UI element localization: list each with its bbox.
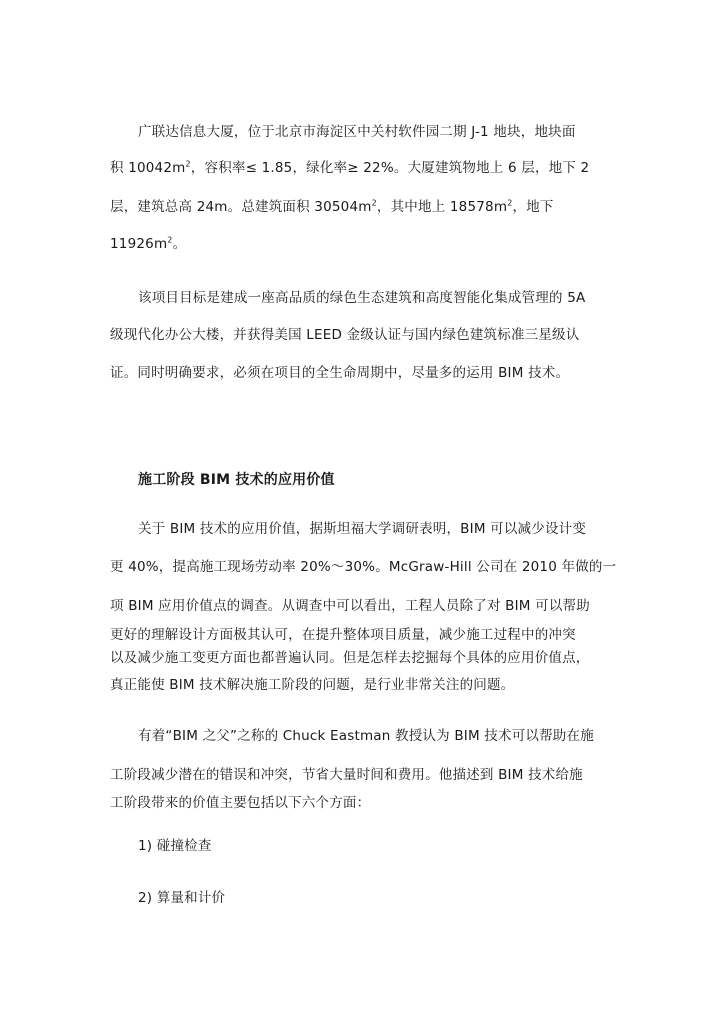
p4-line-3: 工阶段带来的价值主要包括以下六个方面： <box>110 795 371 811</box>
p3-line-1: 关于 BIM 技术的应用价值，据斯坦福大学调研表明，BIM 可以减少设计变 <box>138 521 587 537</box>
p4-line-1: 有着“BIM 之父”之称的 Chuck Eastman 教授认为 BIM 技术可以帮助在施 <box>138 728 594 744</box>
p1-line-3: 层，建筑总高 24m。总建筑面积 $30504m^2$，其中地上 $18578m^2$，地下 <box>110 198 554 215</box>
p4-line-2: 工阶段减少潜在的错误和冲突，节省大量时间和费用。他描述到 BIM 技术给施 <box>110 767 583 783</box>
p3-line-5: 以及减少施工变更方面也都普遍认同。但是怎样去挖掘每个具体的应用价值点， <box>110 650 590 666</box>
p3-line-3: 项 BIM 应用价值点的调查。从调查中可以看出，工程人员除了对 BIM 可以帮助 <box>110 598 590 614</box>
p1-line-1: 广联达信息大厦，位于北京市海淀区中关村软件园二期 J-1 地块，地块面 <box>138 124 576 140</box>
p2-line-3: 证。同时明确要求，必须在项目的全生命周期中，尽量多的运用 BIM 技术。 <box>110 365 570 381</box>
p1-line-4: $11926m^2$。 <box>110 235 187 252</box>
p3-line-6: 真正能使 BIM 技术解决施工阶段的问题，是行业非常关注的问题。 <box>110 677 515 693</box>
p2-line-1: 该项目目标是建成一座高品质的绿色生态建筑和高度智能化集成管理的 5A <box>138 290 586 306</box>
p2-line-2: 级现代化办公大楼，并获得美国 LEED 金级认证与国内绿色建筑标准三星级认 <box>110 327 580 343</box>
section-heading: 施工阶段 BIM 技术的应用价值 <box>138 472 335 488</box>
list-item-quantity-pricing: 2) 算量和计价 <box>138 890 226 906</box>
p3-line-4: 更好的理解设计方面极其认可，在提升整体项目质量，减少施工过程中的冲突 <box>110 627 576 643</box>
p3-line-2: 更 40%，提高施工现场劳动率 20%～30%。McGraw-Hill 公司在 2010 年做的一 <box>110 559 617 575</box>
list-item-collision-check: 1) 碰撞检查 <box>138 838 212 854</box>
p1-line-2: 积 $10042m^2$，容积率≤ 1.85，绿化率≥ 22%。大厦建筑物地上 6 层，地下 2 <box>110 159 590 176</box>
